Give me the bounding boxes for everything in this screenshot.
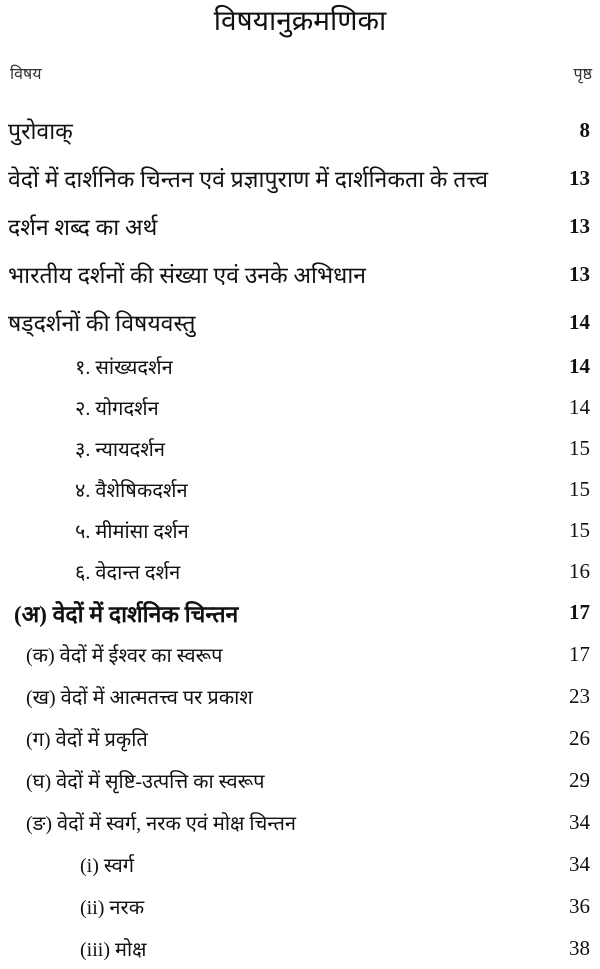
entry-title: पुरोवाक् xyxy=(8,119,73,144)
entry-page: 14 xyxy=(569,354,590,378)
entry-page: 16 xyxy=(569,559,590,583)
toc-entry xyxy=(0,927,600,969)
entry-title: ५. मीमांसा दर्शन xyxy=(75,521,189,543)
entry-page: 13 xyxy=(569,213,590,238)
toc-entry xyxy=(0,717,600,759)
entry-page: 17 xyxy=(569,641,590,666)
toc-entry xyxy=(0,428,600,469)
toc-entry xyxy=(0,154,600,202)
entry-title: ६. वेदान्त दर्शन xyxy=(75,562,181,584)
entry-page: 8 xyxy=(579,117,590,142)
toc-entry xyxy=(0,885,600,927)
entry-title: (ग) वेदों में प्रकृति xyxy=(26,728,148,751)
page-title: विषयानुक्रमणिका xyxy=(213,6,387,37)
toc-entry xyxy=(0,759,600,801)
toc-entry xyxy=(0,801,600,843)
toc-entry xyxy=(0,106,600,154)
entry-page: 36 xyxy=(569,893,590,918)
entry-page: 15 xyxy=(569,436,590,460)
toc-entry xyxy=(0,675,600,717)
column-header-page: पृष्ठ xyxy=(573,66,592,83)
toc-entry xyxy=(0,387,600,428)
toc-entry xyxy=(0,469,600,510)
entry-title: (अ) वेदों में दार्शनिक चिन्तन xyxy=(14,601,239,627)
entry-page: 14 xyxy=(569,309,590,334)
toc-list xyxy=(0,106,600,969)
toc-entry xyxy=(0,843,600,885)
entry-title: वेदों में दार्शनिक चिन्तन एवं प्रज्ञापुराण में दार्शनिकता के तत्त्व xyxy=(8,167,488,192)
entry-title: षड्दर्शनों की विषयवस्तु xyxy=(8,311,196,336)
entry-title: भारतीय दर्शनों की संख्या एवं उनके अभिधान xyxy=(8,263,367,288)
entry-title: (i) स्वर्ग xyxy=(80,854,135,877)
entry-page: 29 xyxy=(569,767,590,792)
entry-title: १. सांख्यदर्शन xyxy=(75,357,173,379)
toc-entry xyxy=(0,346,600,387)
entry-title: ४. वैशेषिकदर्शन xyxy=(75,480,188,502)
entry-page: 15 xyxy=(569,477,590,501)
entry-title: (क) वेदों में ईश्वर का स्वरूप xyxy=(26,644,223,667)
entry-page: 14 xyxy=(569,395,590,419)
entry-title: (iii) मोक्ष xyxy=(80,938,147,961)
column-header-subject: विषय xyxy=(10,66,42,83)
entry-page: 38 xyxy=(569,935,590,960)
entry-title: (घ) वेदों में सृष्टि-उत्पत्ति का स्वरूप xyxy=(26,770,265,793)
toc-entry xyxy=(0,633,600,675)
entry-title: (ङ) वेदों में स्वर्ग, नरक एवं मोक्ष चिन्तन xyxy=(26,812,296,835)
toc-entry xyxy=(0,202,600,250)
entry-page: 34 xyxy=(569,809,590,834)
entry-title: (ख) वेदों में आत्मतत्त्व पर प्रकाश xyxy=(26,686,253,709)
toc-entry xyxy=(0,298,600,346)
entry-title: (ii) नरक xyxy=(80,896,145,919)
entry-page: 15 xyxy=(569,518,590,542)
toc-entry xyxy=(0,592,600,633)
toc-entry xyxy=(0,510,600,551)
entry-title: ३. न्यायदर्शन xyxy=(75,439,165,461)
entry-page: 13 xyxy=(569,165,590,190)
toc-entry xyxy=(0,250,600,298)
entry-page: 34 xyxy=(569,851,590,876)
toc-entry xyxy=(0,551,600,592)
entry-title: २. योगदर्शन xyxy=(75,398,159,420)
entry-title: दर्शन शब्द का अर्थ xyxy=(8,215,158,240)
entry-page: 26 xyxy=(569,725,590,750)
entry-page: 23 xyxy=(569,683,590,708)
entry-page: 13 xyxy=(569,261,590,286)
entry-page: 17 xyxy=(569,600,590,624)
